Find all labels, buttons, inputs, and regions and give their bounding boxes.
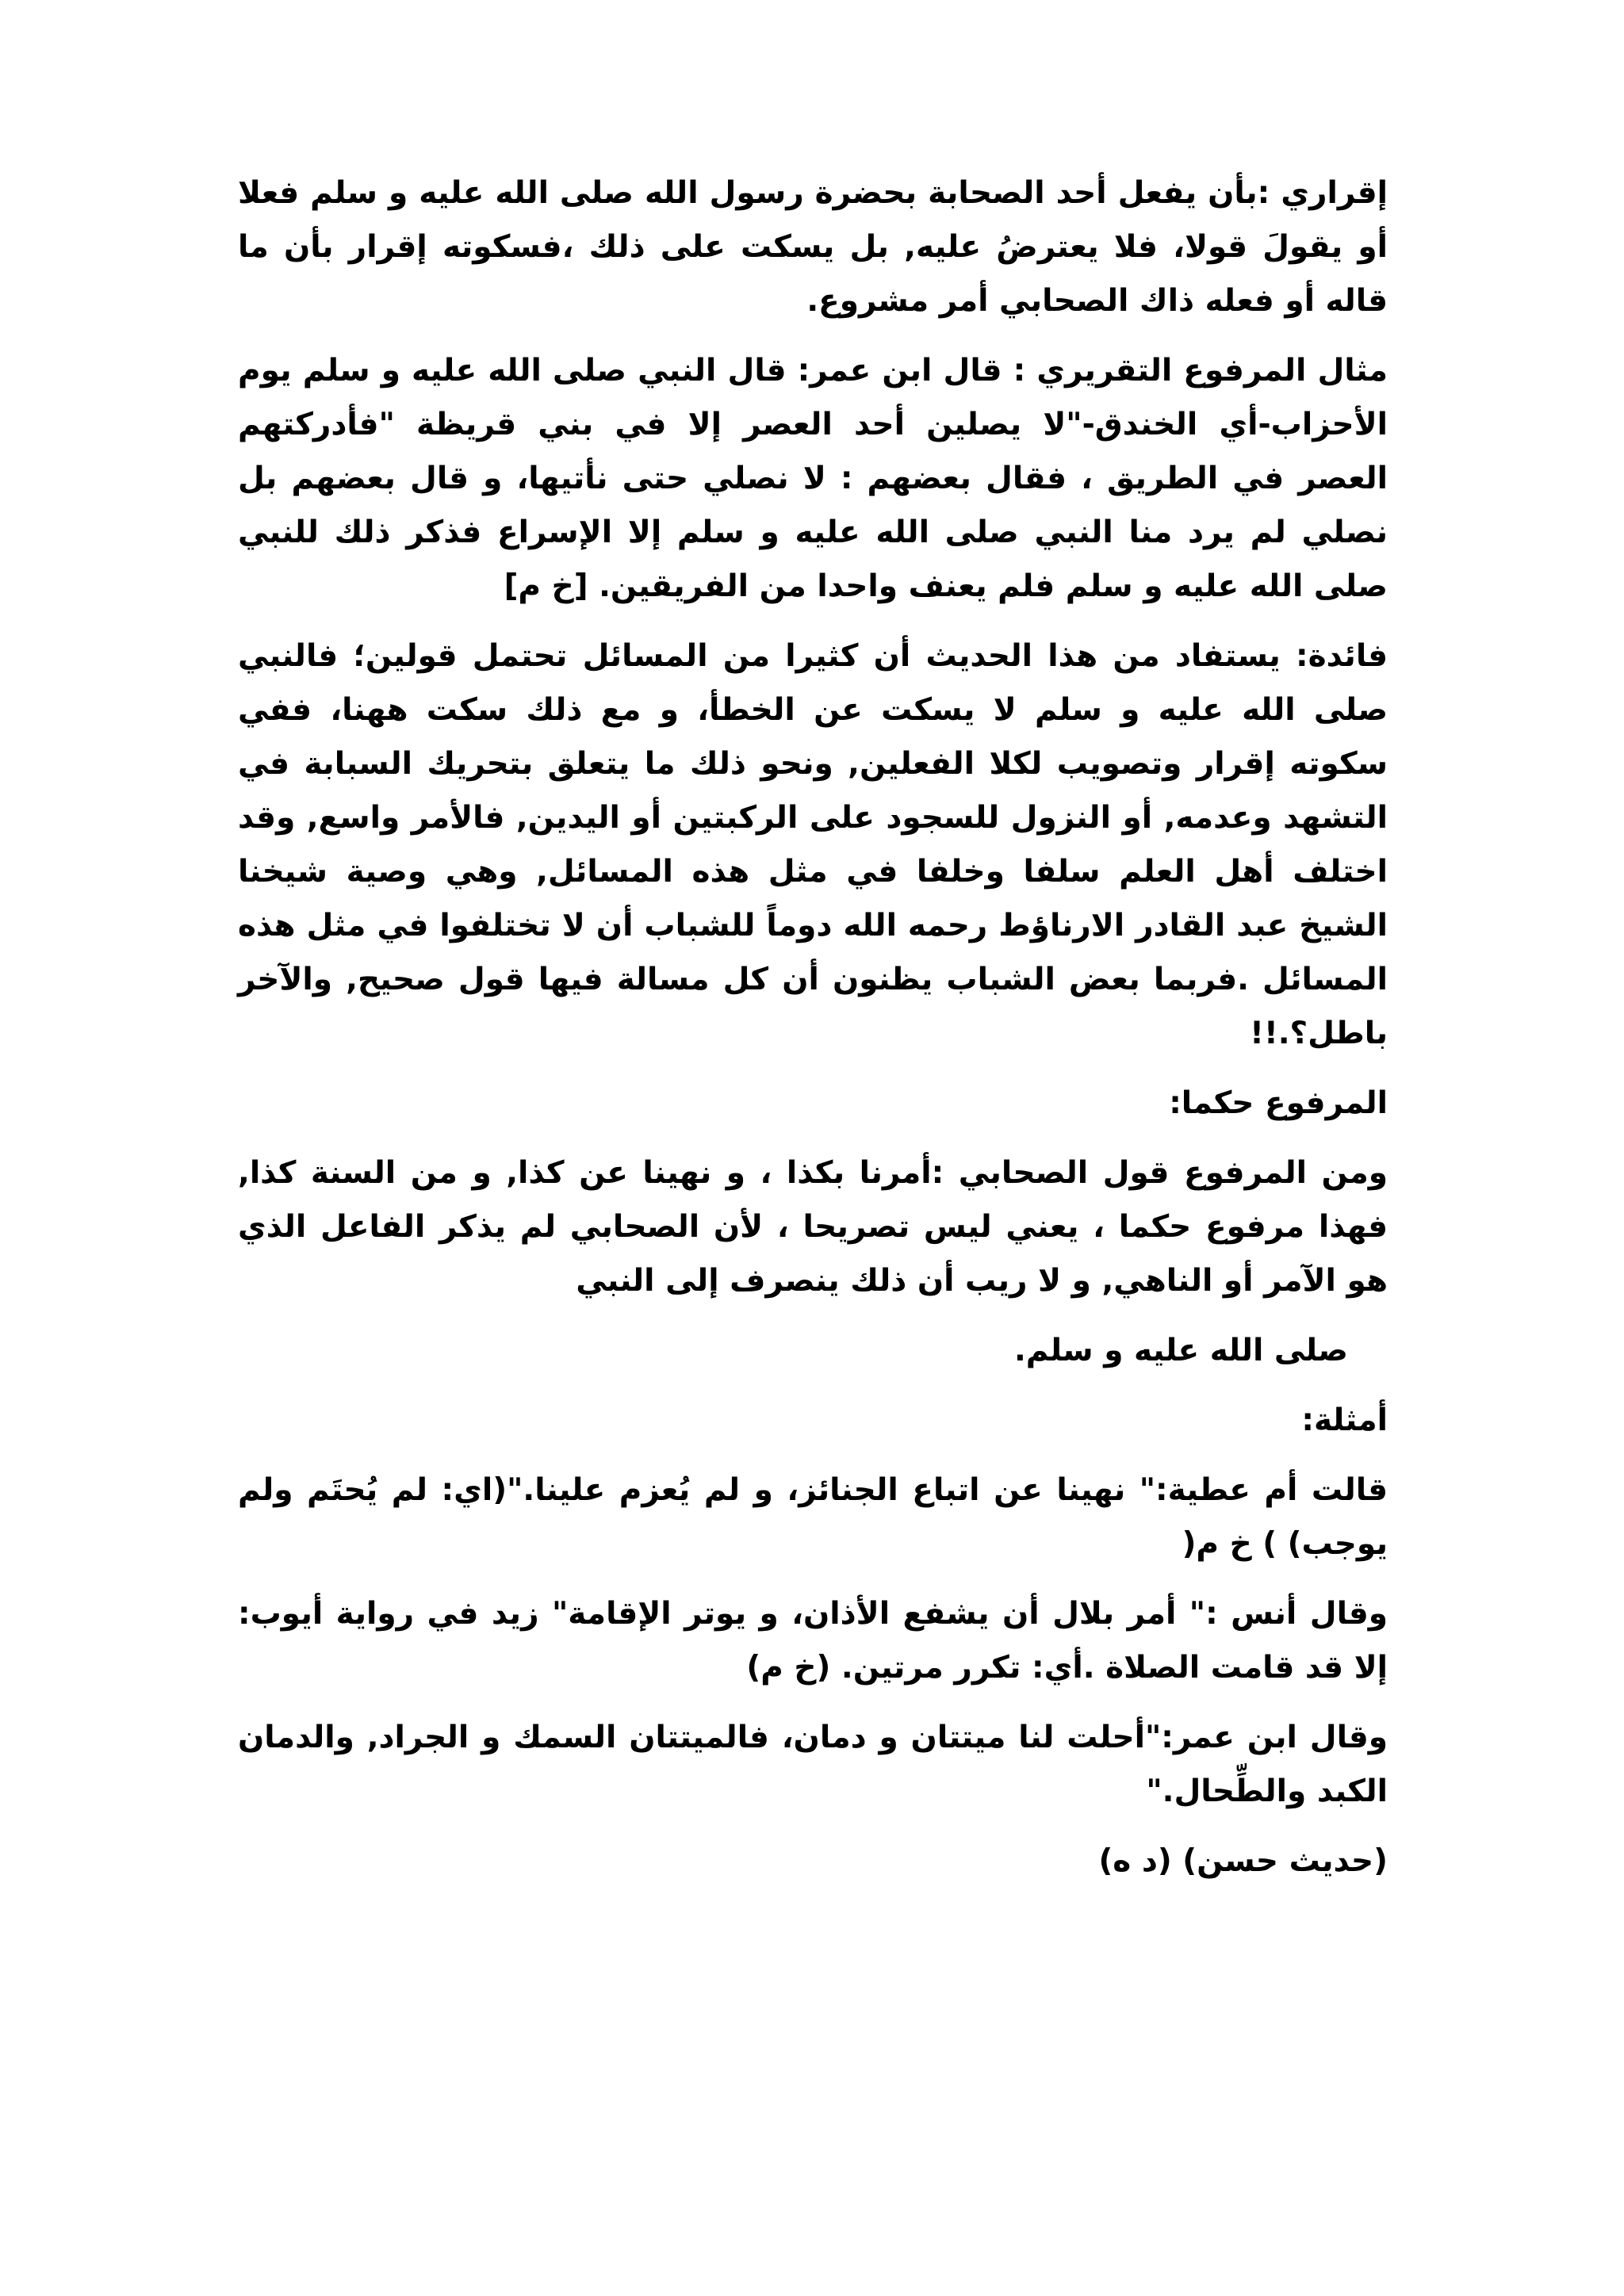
paragraph-example-umm-atiyya: قالت أم عطية:" نهينا عن اتباع الجنائز، و لم يُعزم علينا."(اي: لم يُحتَم ولم يوجب) ) خ م( — [238, 1472, 1388, 1562]
paragraph-example-anas: وقال أنس :" أمر بلال أن يشفع الأذان، و يوتر الإقامة" زيد في رواية أيوب: إلا قد قامت الصلاة .أي: تكرر مرتين. (خ م) — [238, 1596, 1388, 1686]
paragraph-example-ibn-umar: وقال ابن عمر:"أحلت لنا ميتتان و دمان، فالميتتان السمك و الجراد, والدمان الكبد والطِّحال." — [238, 1720, 1388, 1809]
paragraph-benefit: فائدة: يستفاد من هذا الحديث أن كثيرا من المسائل تحتمل قولين؛ فالنبي صلى الله عليه و سلم لا يسكت عن الخطأ، و مع ذلك سكت ههنا، ففي سكوته إقرار وتصويب لكلا الفعلين, ونحو ذلك ما يتعلق بتحريك السبابة في التشهد وعدمه, أو النزول للسجود على الركبتين أو اليدين, فالأمر واسع, وقد اختلف أهل العلم سلفا وخلفا في مثل هذه المسائل, وهي وصية شيخنا الشيخ عبد القادر الارناؤط رحمه الله دوماً للشباب أن لا تختلفوا في مثل هذه المسائل .فربما بعض الشباب يظنون أن كل مسالة فيها قول صحيح, والآخر باطل؟.!! — [238, 638, 1388, 1051]
heading-marfu-hukman: المرفوع حكما: — [1169, 1085, 1388, 1121]
document-page — [238, 166, 1388, 1904]
paragraph-taqriri-example: مثال المرفوع التقريري : قال ابن عمر: قال النبي صلى الله عليه و سلم يوم الأحزاب-أي الخندق-"لا يصلين أحد العصر إلا في بني قريظة "فأدركتهم العصر في الطريق ، فقال بعضهم : لا نصلي حتى نأتيها، و قال بعضهم بل نصلي لم يرد منا النبي صلى الله عليه و سلم إلا الإسراع فذكر ذلك للنبي صلى الله عليه و سلم فلم يعنف واحدا من الفريقين. [خ م] — [238, 353, 1388, 604]
paragraph-marfu-hukman: ومن المرفوع قول الصحابي :أمرنا بكذا ، و نهينا عن كذا, و من السنة كذا, فهذا مرفوع حكما ، يعني ليس تصريحا ، لأن الصحابي لم يذكر الفاعل الذي هو الآمر أو الناهي, و لا ريب أن ذلك ينصرف إلى النبي — [238, 1155, 1388, 1299]
paragraph-iqrari-definition: إقراري :بأن يفعل أحد الصحابة بحضرة رسول الله صلى الله عليه و سلم فعلا أو يقولَ قولا، فلا يعترضُ عليه, بل يسكت على ذلك ،فسكوته إقرار بأن ما قاله أو فعله ذاك الصحابي أمر مشروع. — [238, 175, 1388, 319]
paragraph-salutation: صلى الله عليه و سلم. — [1013, 1333, 1348, 1368]
paragraph-grading: (حديث حسن) (د ه) — [1098, 1843, 1388, 1879]
heading-examples: أمثلة: — [1301, 1402, 1388, 1438]
